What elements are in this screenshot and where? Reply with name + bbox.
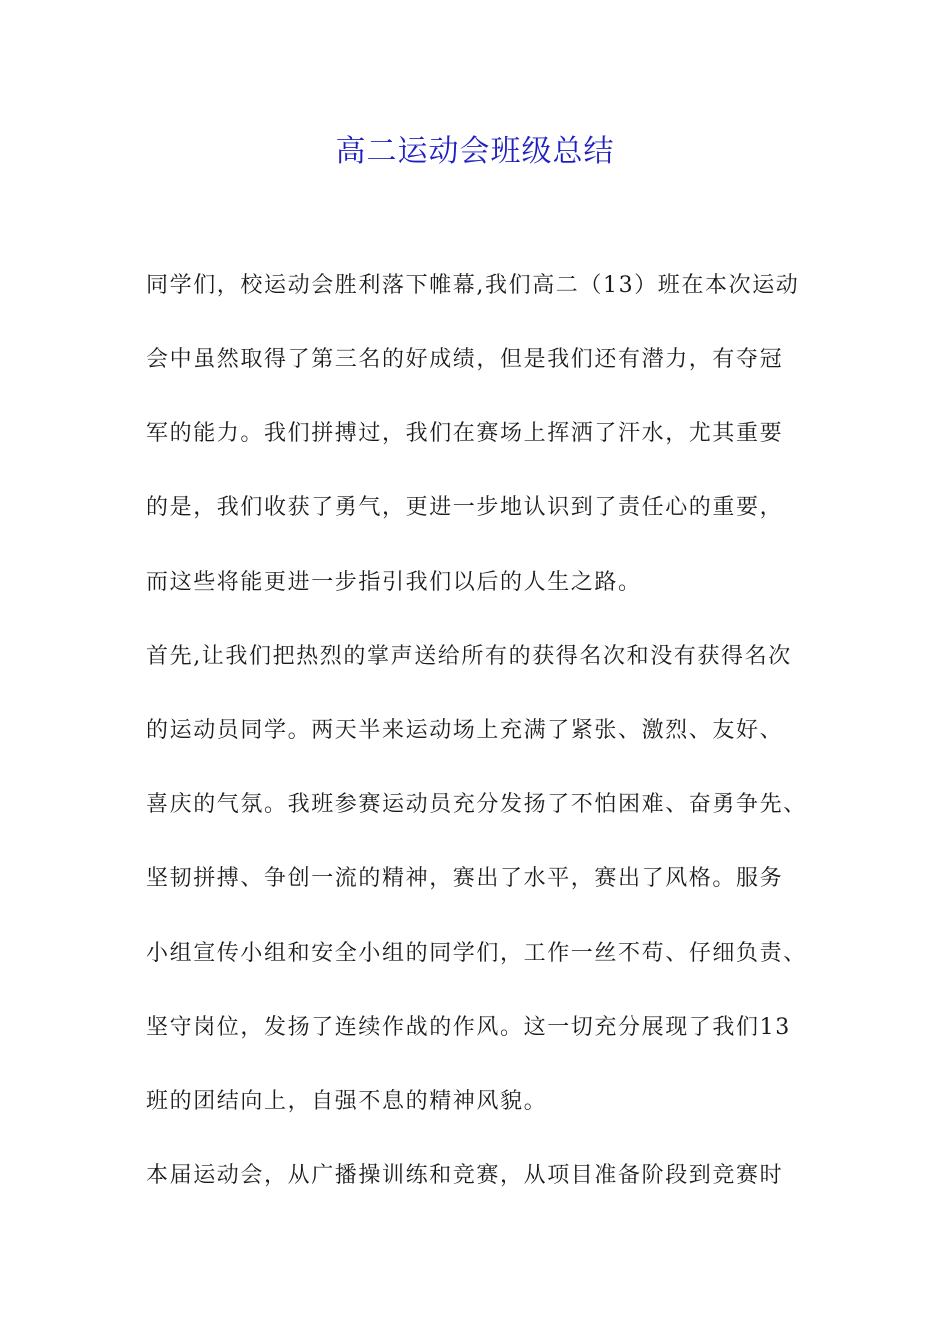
paragraph-line: 喜庆的气氛。我班参赛运动员充分发扬了不怕困难、奋勇争先、 [146, 792, 807, 817]
paragraph-line: 的运动员同学。两天半来运动场上充满了紧张、激烈、友好、 [146, 718, 784, 743]
paragraph-line: 小组宣传小组和安全小组的同学们，工作一丝不苟、仔细负责、 [146, 941, 807, 966]
paragraph-line: 会中虽然取得了第三名的好成绩，但是我们还有潜力，有夺冠 [146, 347, 784, 372]
paragraph-line: 坚韧拼搏、争创一流的精神，赛出了水平，赛出了风格。服务 [146, 866, 784, 891]
document-title: 高二运动会班级总结 [335, 134, 615, 169]
paragraph-line: 首先,让我们把热烈的掌声送给所有的获得名次和没有获得名次 [146, 644, 792, 669]
paragraph-line: 班的团结向上，自强不息的精神风貌。 [146, 1089, 548, 1114]
paragraph-line: 军的能力。我们拼搏过，我们在赛场上挥洒了汗水，尤其重要 [146, 421, 784, 446]
paragraph-line: 而这些将能更进一步指引我们以后的人生之路。 [146, 570, 642, 595]
paragraph-line: 本届运动会，从广播操训练和竞赛，从项目准备阶段到竞赛时 [146, 1163, 784, 1188]
paragraph-line: 的是，我们收获了勇气，更进一步地认识到了责任心的重要， [146, 495, 784, 520]
paragraph-line: 同学们，校运动会胜利落下帷幕,我们高二（13）班在本次运动 [146, 273, 800, 298]
paragraph-line: 坚守岗位，发扬了连续作战的作风。这一切充分展现了我们13 [146, 1015, 791, 1040]
